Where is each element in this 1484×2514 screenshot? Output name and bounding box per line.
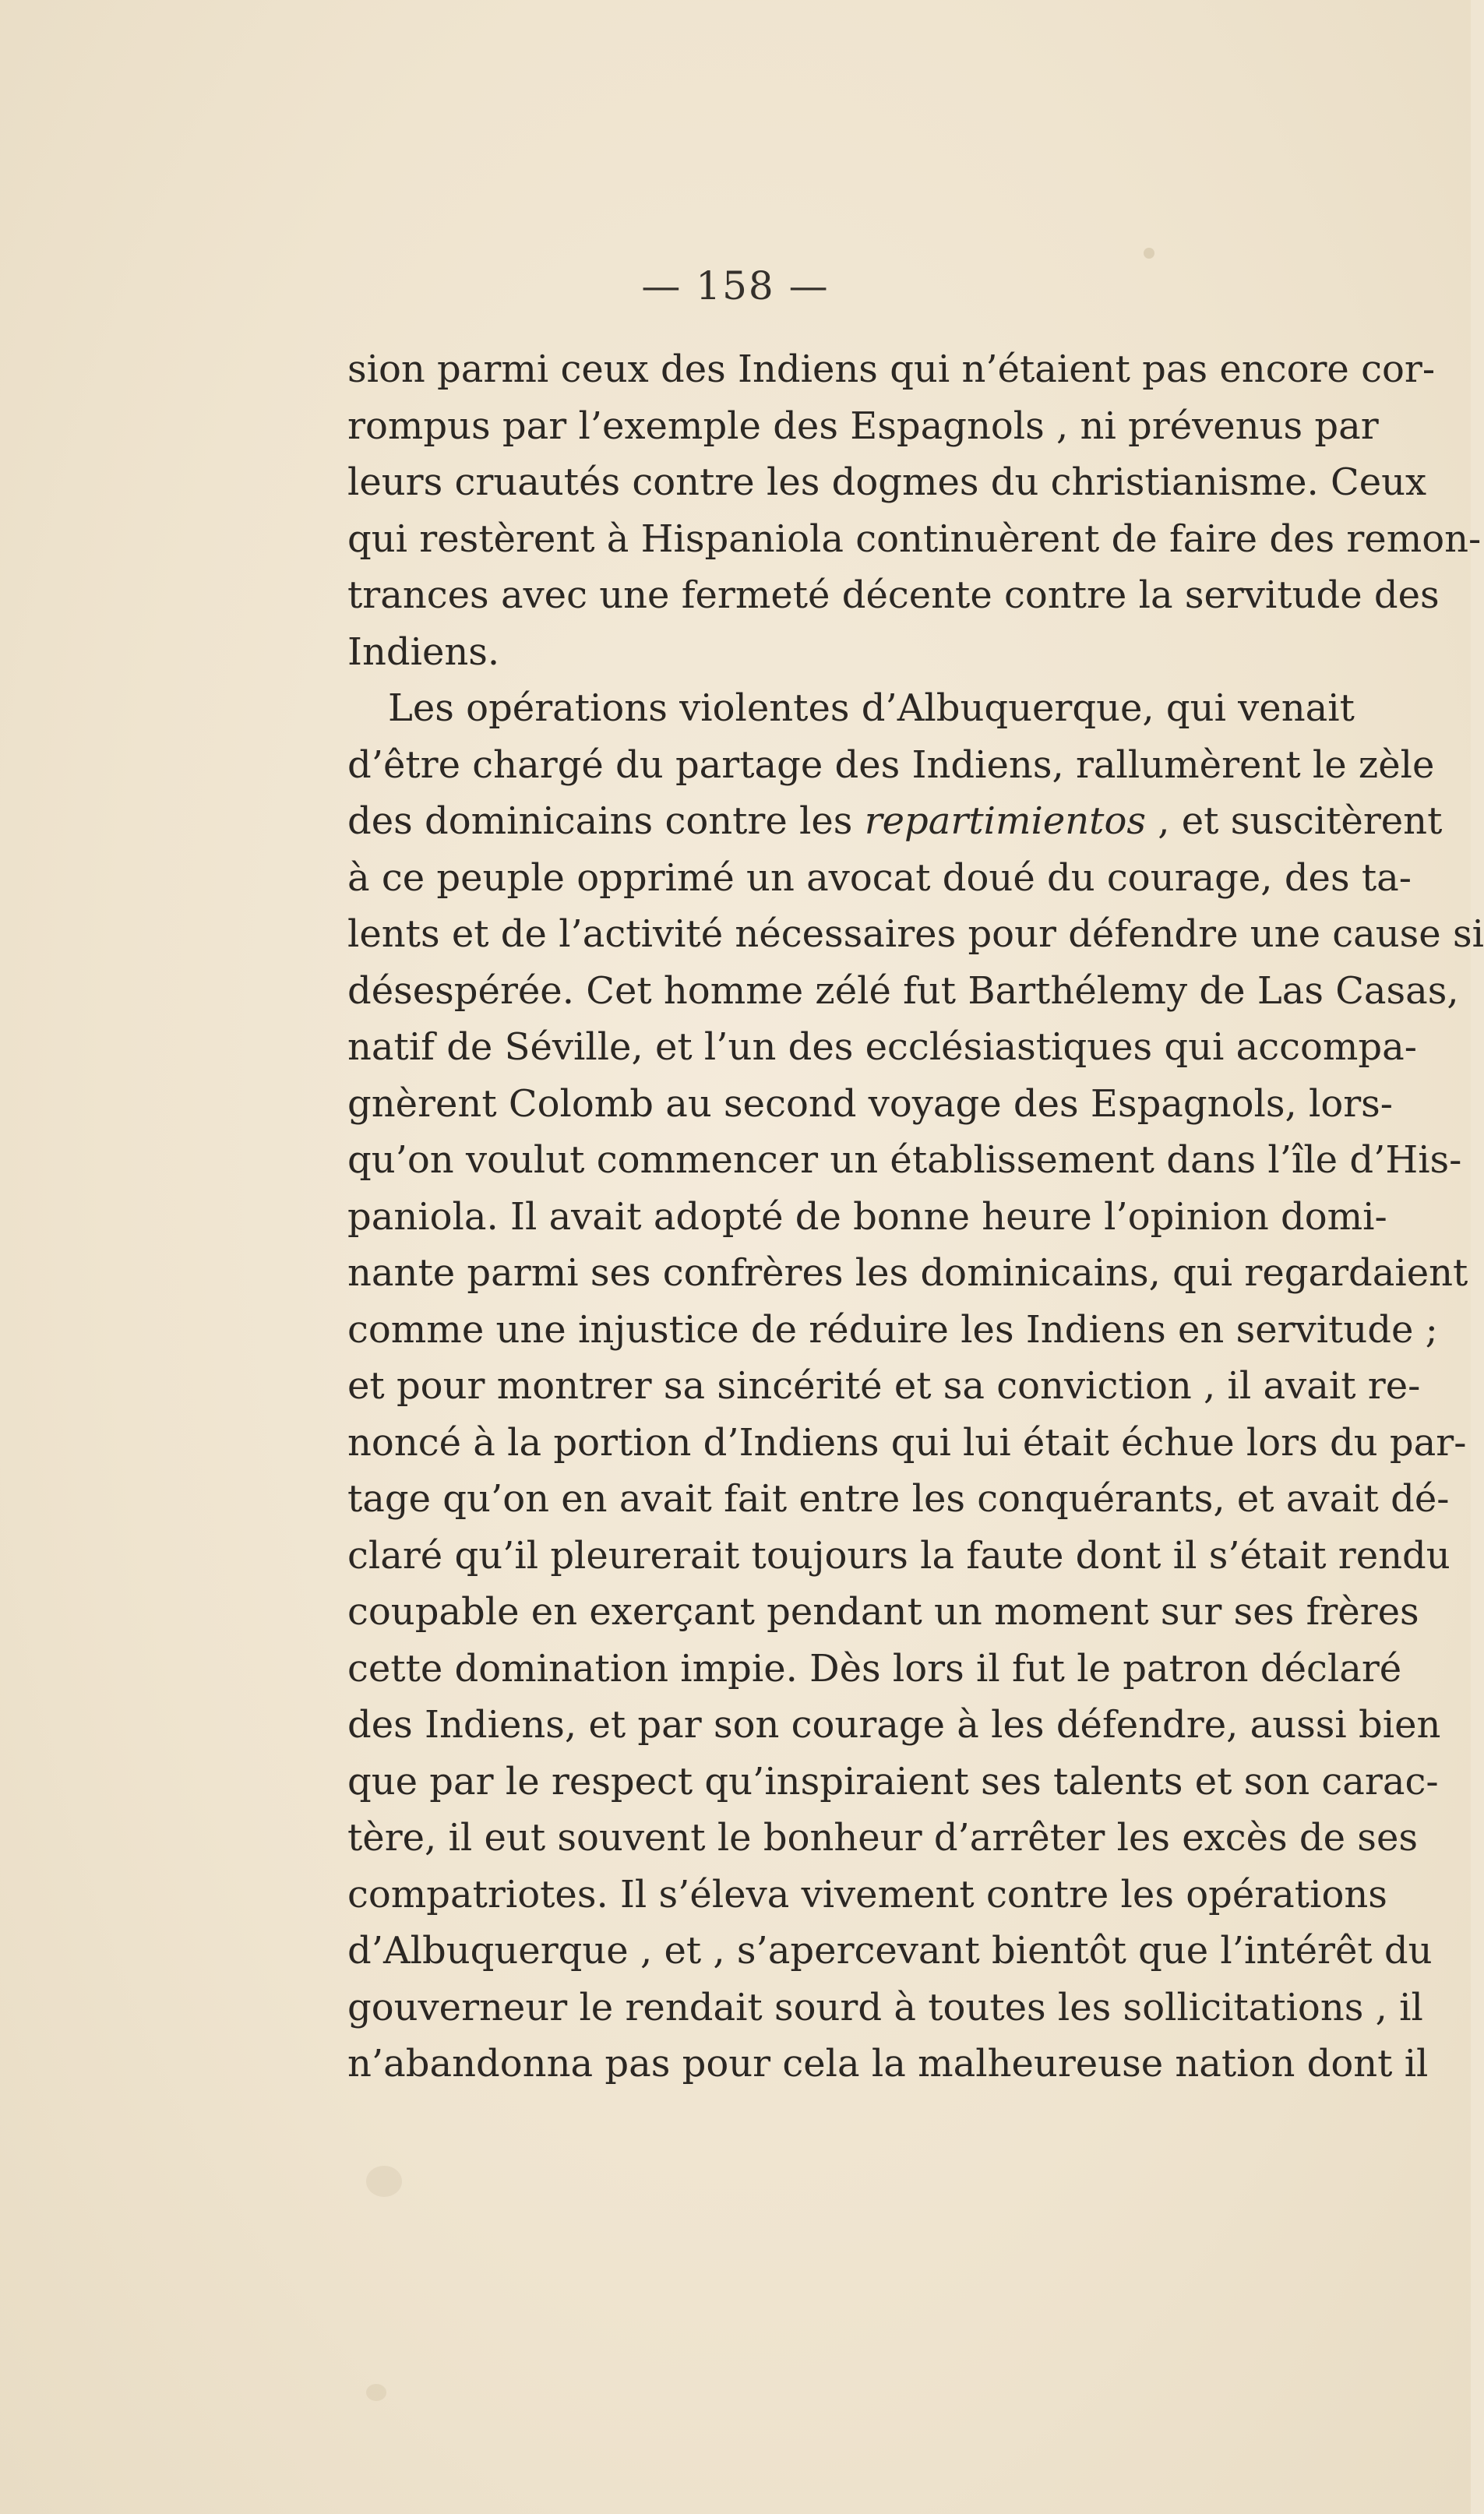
text-line: n’abandonna pas pour cela la malheureuse nation dont il [347,2042,1429,2086]
text-line: et pour montrer sa sincérité et sa conviction , il avait re- [347,1364,1421,1408]
body-text [347,341,1484,2093]
text-line: à ce peuple opprimé un avocat doué du courage, des ta- [347,855,1412,900]
text-line: cette domination impie. Dès lors il fut le patron déclaré [347,1646,1402,1691]
text-line: compatriotes. Il s’éleva vivement contre les opérations [347,1872,1387,1916]
text-line: d’être chargé du partage des Indiens, rallumèrent le zèle [347,742,1435,787]
text-line: paniola. Il avait adopté de bonne heure l’opinion domi- [347,1194,1387,1239]
text-line: leurs cruautés contre les dogmes du christianisme. Ceux [347,460,1427,504]
text-line: qui restèrent à Hispaniola continuèrent de faire des remon- [347,517,1482,561]
text-line: des Indiens, et par son courage à les défendre, aussi bien [347,1703,1441,1747]
text-line: trances avec une fermeté décente contre la servitude des [347,573,1440,617]
text-line-mixed [347,793,1443,850]
paper-speck [366,2384,386,2401]
text-line: Indiens. [347,629,500,674]
paragraph [347,680,1484,2093]
text-line: tère, il eut souvent le bonheur d’arrêter les excès de ses [347,1816,1418,1860]
text-line: claré qu’il pleurerait toujours la faute dont il s’était rendu [347,1533,1451,1578]
text-line: coupable en exerçant pendant un moment sur ses frères [347,1590,1419,1634]
text-line: qu’on voulut commencer un établissement dans l’île d’His- [347,1138,1462,1182]
italic-term: repartimientos [864,799,1146,843]
text-line: sion parmi ceux des Indiens qui n’étaient pas encore cor- [347,347,1436,391]
text-line: rompus par l’exemple des Espagnols , ni prévenus par [347,404,1379,448]
text-line: Les opérations violentes d’Albuquerque, qui venait [388,686,1355,730]
text-line: tage qu’on en avait fait entre les conquérants, et avait dé- [347,1477,1450,1521]
text-segment: , et suscitèrent [1145,799,1443,843]
text-segment: des dominicains contre les [347,799,865,843]
paper-speck [1144,248,1154,259]
text-line: gouverneur le rendait sourd à toutes les sollicitations , il [347,1985,1423,2029]
page-number: — 158 — [641,263,830,309]
paragraph [347,341,1482,680]
text-line: désespérée. Cet homme zélé fut Barthélemy de Las Casas, [347,968,1459,1013]
text-line: natif de Séville, et l’un des ecclésiastiques qui accompa- [347,1025,1417,1069]
text-line: d’Albuquerque , et , s’apercevant bientôt que l’intérêt du [347,1929,1433,1973]
text-line: noncé à la portion d’Indiens qui lui était échue lors du par- [347,1420,1467,1465]
text-line: comme une injustice de réduire les Indiens en servitude ; [347,1307,1438,1352]
text-line: nante parmi ses confrères les dominicains, qui regardaient [347,1251,1468,1295]
text-line: gnèrent Colomb au second voyage des Espagnols, lors- [347,1081,1394,1126]
text-line: que par le respect qu’inspiraient ses talents et son carac- [347,1759,1439,1804]
paper-speck [366,2166,402,2197]
text-line: lents et de l’activité nécessaires pour défendre une cause si [347,912,1484,956]
